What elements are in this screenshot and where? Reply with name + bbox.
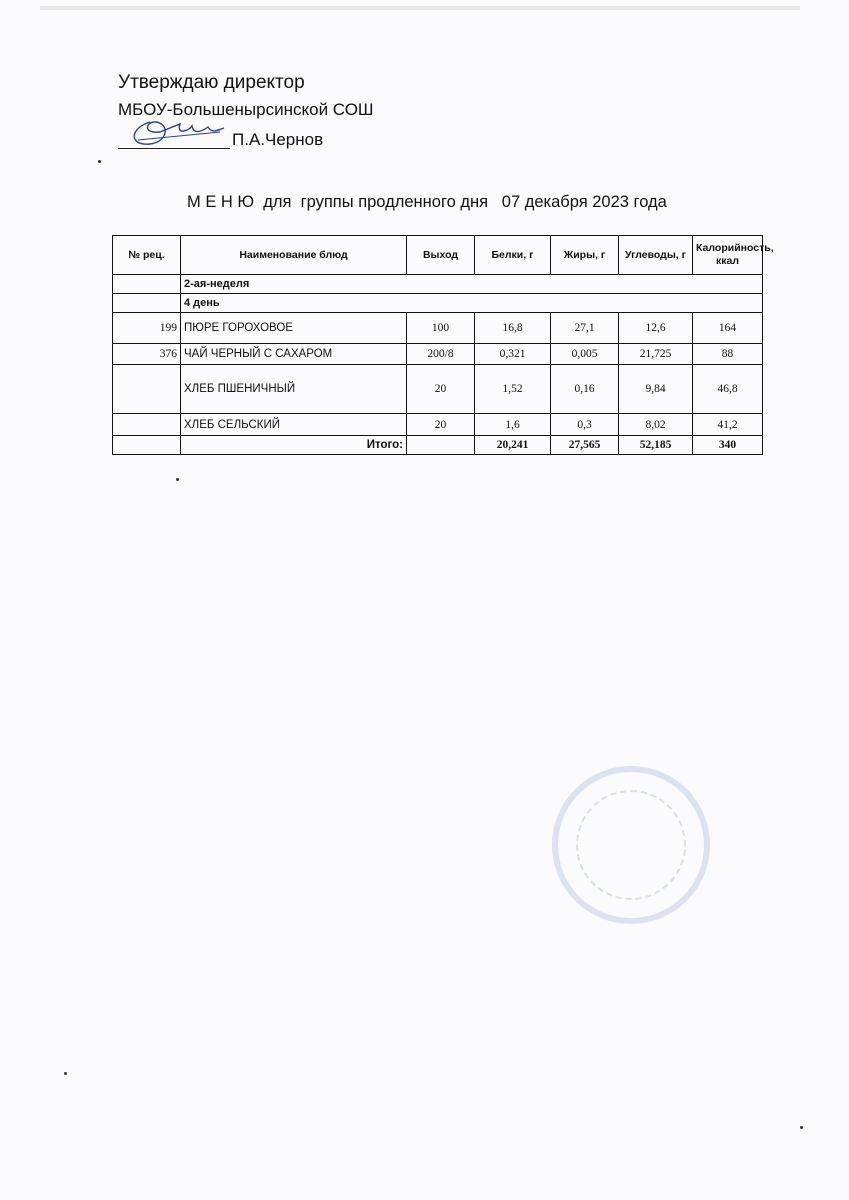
- day-label: 4 день: [181, 294, 763, 313]
- cell-rec: [113, 414, 181, 436]
- cell-calories: 46,8: [693, 365, 763, 414]
- faint-stamp-imprint: [552, 766, 710, 924]
- cell-carbs: 21,725: [619, 344, 693, 365]
- col-output-header: Выход: [407, 236, 475, 275]
- cell-calories: 41,2: [693, 414, 763, 436]
- cell-output: 20: [407, 414, 475, 436]
- table-row: [113, 365, 763, 414]
- signature-line: [118, 148, 230, 149]
- cell-rec: 199: [113, 313, 181, 344]
- cell-carbs: 9,84: [619, 365, 693, 414]
- cell-output: 100: [407, 313, 475, 344]
- scan-speck: [64, 1072, 67, 1075]
- cell-dish: ПЮРЕ ГОРОХОВОЕ: [181, 313, 407, 344]
- cell-carbs: 8,02: [619, 414, 693, 436]
- cell-calories: 164: [693, 313, 763, 344]
- cell-dish: ЧАЙ ЧЕРНЫЙ С САХАРОМ: [181, 344, 407, 365]
- total-fat: 27,565: [551, 436, 619, 455]
- week-row: [113, 275, 763, 294]
- approval-line: Утверждаю директор: [118, 72, 305, 93]
- cell-dish: ХЛЕБ СЕЛЬСКИЙ: [181, 414, 407, 436]
- col-dish-header: Наименование блюд: [181, 236, 407, 275]
- cell-fat: 0,3: [551, 414, 619, 436]
- col-calories-header: Калорийность, ккал: [693, 236, 763, 275]
- table-row: [113, 344, 763, 365]
- cell-fat: 0,005: [551, 344, 619, 365]
- table-row: [113, 414, 763, 436]
- cell-rec: 376: [113, 344, 181, 365]
- cell-protein: 1,6: [475, 414, 551, 436]
- cell-protein: 16,8: [475, 313, 551, 344]
- total-protein: 20,241: [475, 436, 551, 455]
- menu-table: [112, 235, 774, 455]
- cell-fat: 27,1: [551, 313, 619, 344]
- week-label: 2-ая-неделя: [181, 275, 763, 294]
- cell-protein: 1,52: [475, 365, 551, 414]
- col-fat-header: Жиры, г: [551, 236, 619, 275]
- director-name: П.А.Чернов: [232, 130, 324, 149]
- menu-title: М Е Н Ю для группы продленного дня 07 декабря 2023 года: [187, 193, 667, 211]
- scan-speck: [800, 1126, 803, 1129]
- cell-dish: ХЛЕБ ПШЕНИЧНЫЙ: [181, 365, 407, 414]
- total-label: Итого:: [181, 436, 407, 455]
- total-calories: 340: [693, 436, 763, 455]
- scan-edge: [40, 6, 800, 10]
- cell-rec: [113, 365, 181, 414]
- col-protein-header: Белки, г: [475, 236, 551, 275]
- cell-output: 20: [407, 365, 475, 414]
- cell-output: 200/8: [407, 344, 475, 365]
- col-carbs-header: Углеводы, г: [619, 236, 693, 275]
- table-header-row: [113, 236, 763, 275]
- total-carbs: 52,185: [619, 436, 693, 455]
- cell-carbs: 12,6: [619, 313, 693, 344]
- scan-speck: [176, 478, 179, 481]
- scan-speck: [98, 160, 101, 163]
- school-name: МБОУ-Большенырсинской СОШ: [118, 100, 374, 119]
- cell-calories: 88: [693, 344, 763, 365]
- total-row: [113, 436, 763, 455]
- cell-fat: 0,16: [551, 365, 619, 414]
- table-row: [113, 313, 763, 344]
- day-row: [113, 294, 763, 313]
- cell-protein: 0,321: [475, 344, 551, 365]
- col-rec-header: № рец.: [113, 236, 181, 275]
